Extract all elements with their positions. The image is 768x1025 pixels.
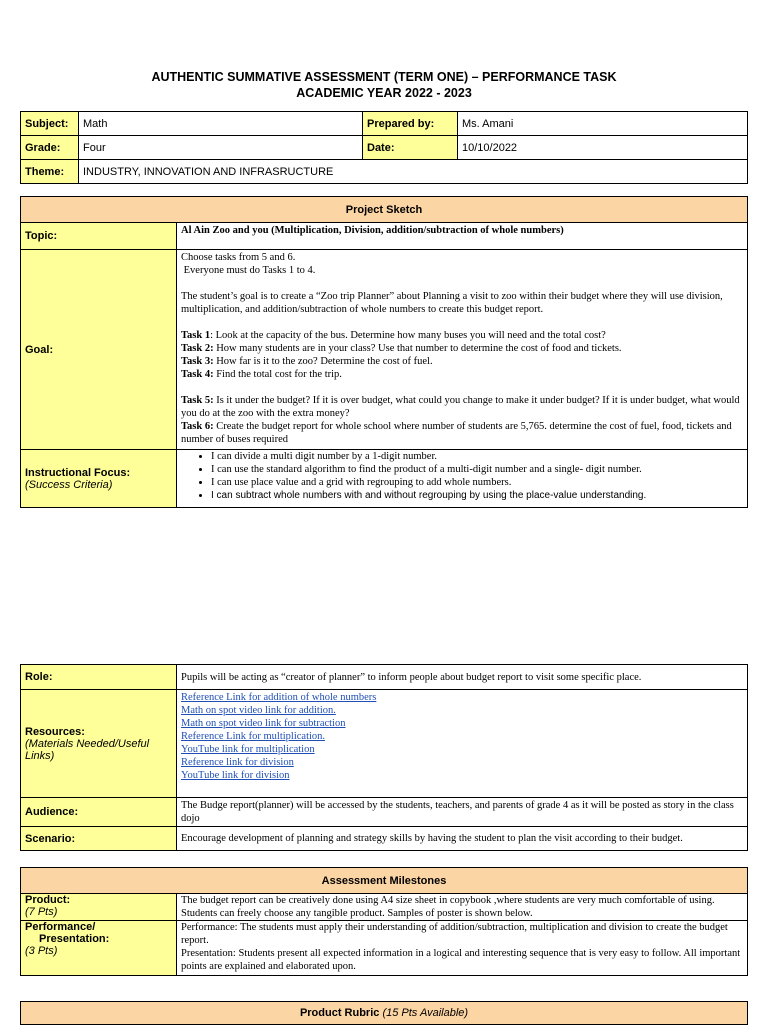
- audience-value: The Budge report(planner) will be accessed by the students, teachers, and parents of grade 4 as it will be posted as story in the class dojo: [177, 798, 748, 827]
- theme-value: INDUSTRY, INNOVATION AND INFRASRUCTURE: [79, 160, 748, 184]
- instructional-focus-list: [177, 450, 748, 508]
- goal-everyone-tasks: Everyone must do Tasks 1 to 4.: [181, 265, 316, 276]
- role-label: Role:: [21, 665, 177, 690]
- task-details-table: [20, 664, 748, 851]
- performance-text: Performance: The students must apply their understanding of addition/subtraction, multiplication and division to create the budget report.: [181, 922, 728, 946]
- task-1-text: : Look at the capacity of the bus. Determine how many buses you will need and the total cost?: [210, 330, 606, 341]
- assessment-milestones-header: Assessment Milestones: [21, 868, 748, 894]
- instructional-focus-title: Instructional Focus:: [25, 466, 131, 479]
- resources-title: Resources:: [25, 725, 85, 738]
- task-4-text: Find the total cost for the trip.: [213, 369, 342, 380]
- assessment-milestones-table: [20, 867, 748, 976]
- task-4-label: Task 4:: [181, 369, 214, 380]
- topic-value: Al Ain Zoo and you (Multiplication, Division, addition/subtraction of whole numbers): [177, 223, 748, 250]
- link-addition-video[interactable]: Math on spot video link for addition.: [181, 705, 336, 716]
- title-line-1: AUTHENTIC SUMMATIVE ASSESSMENT (TERM ONE) – PERFORMANCE TASK: [151, 70, 617, 84]
- product-rubric-table: [20, 1001, 748, 1025]
- performance-title: Performance/: [25, 921, 96, 933]
- goal-description: The student’s goal is to create a “Zoo trip Planner” about Planning a visit to zoo within their budget where they will use division, multiplication, and addition/subtraction of whole numbers to create this budget report.: [181, 291, 723, 315]
- topic-label: Topic:: [21, 223, 177, 250]
- grade-value: Four: [79, 136, 363, 160]
- task-3-text: How far is it to the zoo? Determine the cost of fuel.: [213, 356, 433, 367]
- grade-label: Grade:: [21, 136, 79, 160]
- performance-label: [21, 921, 177, 976]
- task-3-label: Task 3:: [181, 356, 214, 367]
- product-value: The budget report can be creatively done using A4 size sheet in copybook ,where students are very much comfortable of using. Students can freely choose any tangible product. Samples of poster is shown below.: [177, 894, 748, 921]
- task-5: [181, 394, 743, 420]
- focus-item-4: • I can subtract whole numbers with and without regrouping by using the place-value understanding.: [211, 489, 743, 502]
- link-multiplication-youtube[interactable]: YouTube link for multiplication: [181, 744, 315, 755]
- product-rubric-header: [21, 1002, 748, 1025]
- resources-subtitle: (Materials Needed/Useful Links): [25, 737, 150, 762]
- task-6-label: Task 6:: [181, 421, 214, 432]
- link-division-youtube[interactable]: YouTube link for division: [181, 770, 290, 781]
- task-4: [181, 368, 743, 381]
- presentation-title: Presentation:: [39, 933, 110, 945]
- link-division-reference[interactable]: Reference link for division: [181, 757, 294, 768]
- instructional-focus-label: [21, 450, 177, 508]
- product-title: Product:: [25, 894, 71, 906]
- role-value: Pupils will be acting as “creator of planner” to inform people about budget report to visit some specific place.: [177, 665, 748, 690]
- theme-label: Theme:: [21, 160, 79, 184]
- task-2-label: Task 2:: [181, 343, 214, 354]
- document-title: [0, 69, 768, 101]
- scenario-label: Scenario:: [21, 827, 177, 851]
- project-sketch-table: [20, 196, 748, 508]
- task-6-text: Create the budget report for whole school where number of students are 5,765. determine the cost of fuel, food, tickets and number of buses required: [181, 421, 732, 445]
- resources-links: [177, 690, 748, 798]
- focus-item-1: • I can divide a multi digit number by a 1-digit number.: [211, 450, 743, 463]
- task-1: [181, 329, 743, 342]
- product-label: [21, 894, 177, 921]
- focus-item-2: • I can use the standard algorithm to find the product of a multi-digit number and a single- digit number.: [211, 463, 743, 476]
- task-1-label: Task 1: [181, 330, 211, 341]
- task-2: [181, 342, 743, 355]
- prepared-by-value: Ms. Amani: [458, 112, 748, 136]
- link-multiplication-reference[interactable]: Reference Link for multiplication.: [181, 731, 326, 742]
- focus-item-3: • I can use place value and a grid with regrouping to add whole numbers.: [211, 476, 743, 489]
- title-line-2: ACADEMIC YEAR 2022 - 2023: [296, 86, 472, 100]
- product-points: (7 Pts): [25, 906, 58, 918]
- link-subtraction-video[interactable]: Math on spot video link for subtraction: [181, 718, 346, 729]
- task-3: [181, 355, 743, 368]
- scenario-value: Encourage development of planning and strategy skills by having the student to plan the visit according to their budget.: [177, 827, 748, 851]
- date-label: Date:: [363, 136, 458, 160]
- product-rubric-points: (15 Pts Available): [382, 1007, 469, 1019]
- resources-label: [21, 690, 177, 798]
- info-table: [20, 111, 748, 184]
- project-sketch-header: Project Sketch: [21, 197, 748, 223]
- goal-content: [177, 250, 748, 450]
- goal-choose-tasks: Choose tasks from 5 and 6.: [181, 252, 296, 263]
- link-addition-reference[interactable]: Reference Link for addition of whole numbers: [181, 692, 377, 703]
- presentation-text: Presentation: Students present all expected information in a logical and interesting sequence that is very easy to follow. All important points are explained and elaborated upon.: [181, 948, 741, 972]
- task-5-label: Task 5:: [181, 395, 214, 406]
- success-criteria-label: (Success Criteria): [25, 478, 113, 491]
- prepared-by-label: Prepared by:: [363, 112, 458, 136]
- date-value: 10/10/2022: [458, 136, 748, 160]
- audience-label: Audience:: [21, 798, 177, 827]
- performance-points: (3 Pts): [25, 945, 58, 957]
- task-2-text: How many students are in your class? Use that number to determine the cost of food and tickets.: [213, 343, 622, 354]
- subject-label: Subject:: [21, 112, 79, 136]
- subject-value: Math: [79, 112, 363, 136]
- goal-label: Goal:: [21, 250, 177, 450]
- task-5-text: Is it under the budget? If it is over budget, what could you change to make it under budget? If it is under budget, what would you do at the zoo with the extra money?: [181, 395, 740, 419]
- performance-value: [177, 921, 748, 976]
- task-6: [181, 420, 743, 446]
- product-rubric-title: Product Rubric: [299, 1007, 380, 1019]
